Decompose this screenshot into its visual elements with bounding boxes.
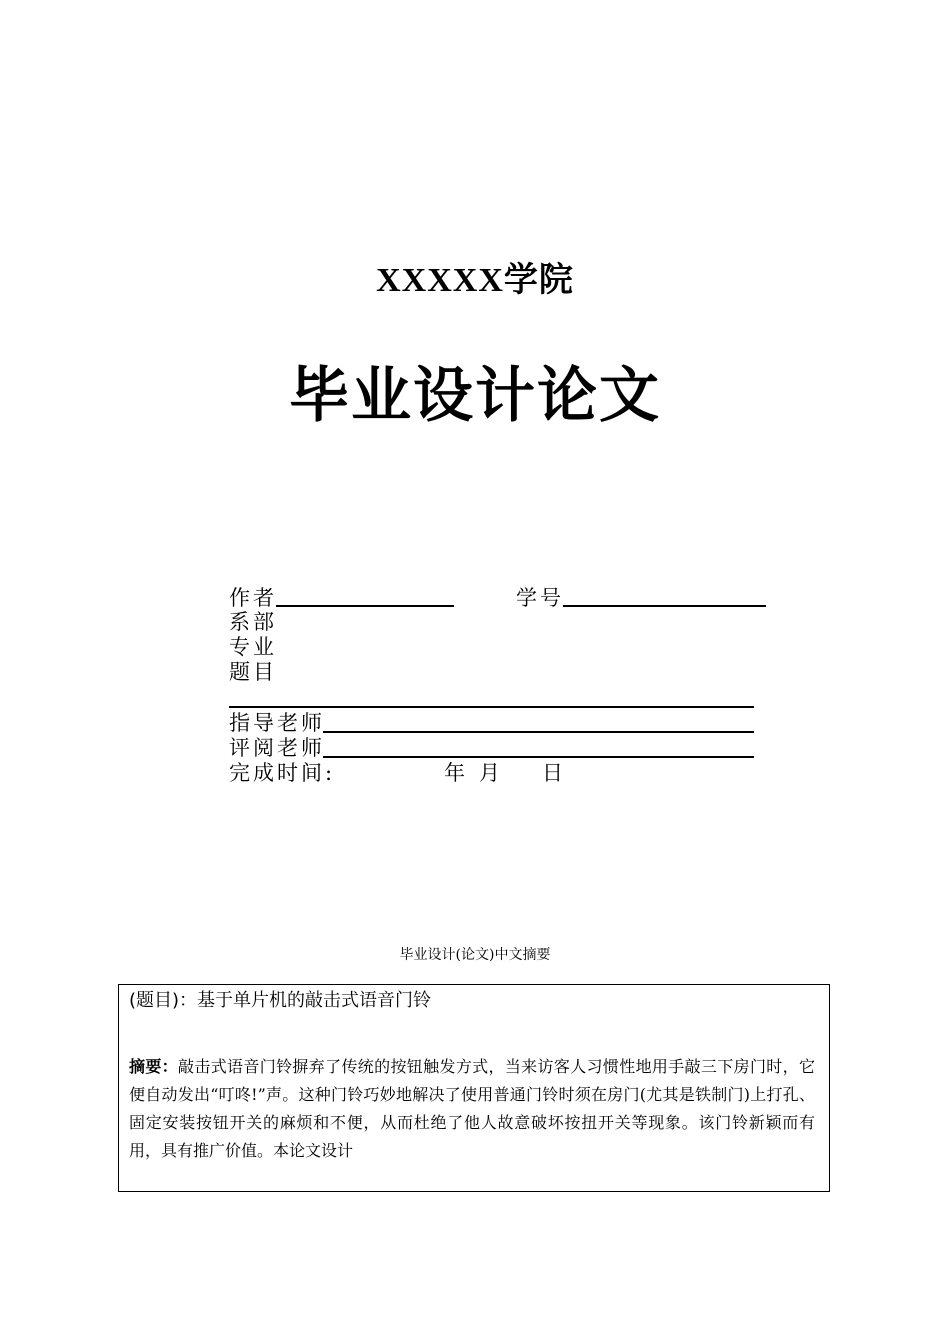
abstract-topic-row: [129, 988, 431, 1014]
advisor-underline: [323, 731, 754, 733]
month-label: 月: [479, 761, 503, 785]
abstract-topic-separator: ：: [179, 990, 198, 1011]
student-id-label: 学号: [516, 586, 564, 610]
abstract-body: [129, 1053, 815, 1165]
student-id-underline: [563, 605, 766, 607]
institution-name: XXXXX学院: [376, 262, 574, 299]
abstract-box: [118, 984, 830, 1192]
department-label: 系部: [229, 610, 277, 634]
advisor-label: 指导老师: [229, 711, 325, 735]
author-label: 作者: [229, 586, 277, 610]
document-title: 毕业设计论文: [289, 361, 661, 431]
completion-label: 完成时间:: [229, 761, 336, 785]
abstract-heading: 毕业设计(论文)中文摘要: [399, 947, 551, 963]
abstract-text: 敲击式语音门铃摒弃了传统的按钮触发方式，当来访客人习惯性地用手敲三下房门时，它便自动发出“叮咚!”声。这种门铃巧妙地解决了使用普通门铃时须在房门(尤其是铁制门)上打孔、固定安装按钮开关的麻烦和不便，从而杜绝了他人故意破坏按扭开关等现象。该门铃新颖而有用，具有推广价值。本论文设计: [129, 1057, 815, 1160]
topic-underline: [229, 706, 754, 708]
abstract-topic-label: (题目): [129, 990, 180, 1011]
reviewer-underline: [323, 756, 754, 758]
topic-label: 题目: [229, 660, 277, 684]
author-underline: [276, 605, 454, 607]
day-label: 日: [542, 761, 566, 785]
abstract-label: 摘要：: [129, 1057, 179, 1076]
year-label: 年: [444, 761, 468, 785]
major-label: 专业: [229, 635, 277, 659]
reviewer-label: 评阅老师: [229, 736, 325, 760]
abstract-topic: 基于单片机的敲击式语音门铃: [197, 990, 432, 1011]
